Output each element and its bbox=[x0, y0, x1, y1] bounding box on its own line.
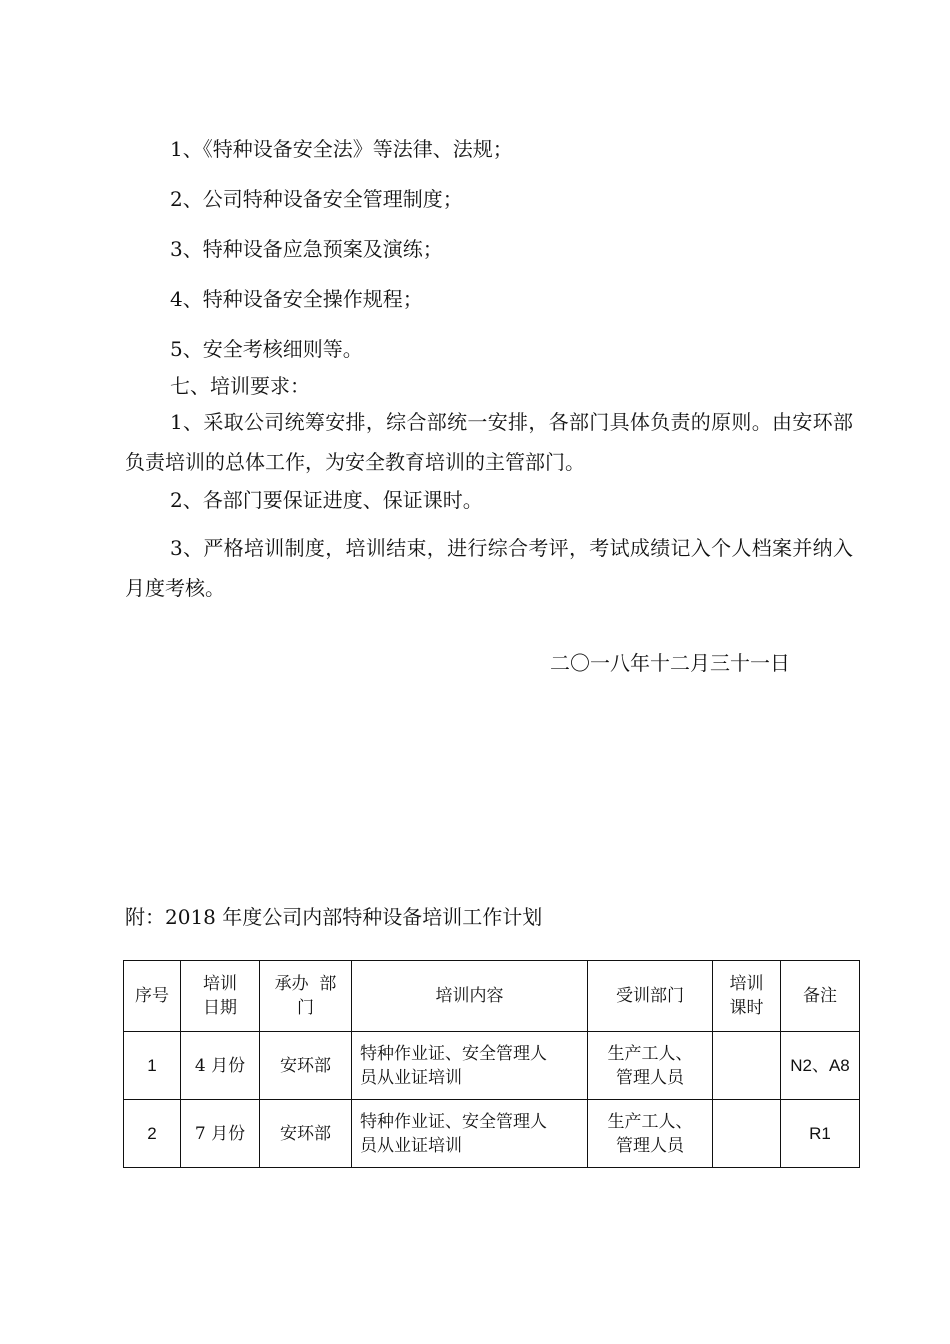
cell-date: 4 月份 bbox=[181, 1032, 260, 1100]
appendix-title: 附：2018 年度公司内部特种设备培训工作计划 bbox=[125, 905, 543, 929]
content-list-item-4: 4、特种设备安全操作规程； bbox=[170, 287, 423, 311]
header-date-line-1: 培训 bbox=[203, 974, 237, 994]
cell-hours bbox=[713, 1100, 781, 1168]
requirement-paragraph-1: 1、采取公司统筹安排，综合部统一安排，各部门具体负责的原则。由安环部负责培训的总体工作，为安全教育培训的主管部门。 bbox=[125, 410, 853, 474]
header-no bbox=[124, 961, 181, 1032]
header-trainees bbox=[588, 961, 713, 1032]
cell-trainees bbox=[588, 1100, 713, 1168]
cell-remark: R1 bbox=[781, 1100, 860, 1168]
header-dept-line-2: 门 bbox=[297, 998, 314, 1018]
header-remark-line: 备注 bbox=[803, 986, 837, 1006]
cell-no: 1 bbox=[124, 1032, 181, 1100]
header-date-line-2: 日期 bbox=[203, 998, 237, 1018]
cell-trainees-line-2: 管理人员 bbox=[616, 1067, 684, 1088]
requirement-paragraph-2: 2、各部门要保证进度、保证课时。 bbox=[170, 488, 483, 512]
header-remark bbox=[781, 961, 860, 1032]
table-header-row bbox=[124, 961, 860, 1032]
cell-trainees bbox=[588, 1032, 713, 1100]
cell-no: 2 bbox=[124, 1100, 181, 1168]
cell-remark: N2、A8 bbox=[781, 1032, 860, 1100]
training-plan-table bbox=[123, 960, 860, 1168]
table-row bbox=[124, 1032, 860, 1100]
cell-content-line-2: 员从业证培训 bbox=[360, 1067, 462, 1088]
header-dept-line-1: 承办 部 bbox=[274, 974, 337, 994]
header-trainees-line: 受训部门 bbox=[616, 986, 684, 1006]
header-hours bbox=[713, 961, 781, 1032]
cell-content bbox=[352, 1100, 588, 1168]
cell-trainees-line-1: 生产工人、 bbox=[607, 1043, 693, 1064]
header-content-line: 培训内容 bbox=[435, 986, 504, 1006]
cell-trainees-line-2: 管理人员 bbox=[616, 1135, 684, 1156]
header-hours-line-1: 培训 bbox=[729, 974, 764, 994]
requirement-paragraph-3: 3、严格培训制度，培训结束，进行综合考评，考试成绩记入个人档案并纳入月度考核。 bbox=[125, 536, 853, 600]
cell-trainees-line-1: 生产工人、 bbox=[607, 1111, 693, 1132]
document-date: 二〇一八年十二月三十一日 bbox=[550, 651, 790, 675]
header-dept bbox=[260, 961, 352, 1032]
content-list-item-2: 2、公司特种设备安全管理制度； bbox=[170, 187, 463, 211]
cell-dept: 安环部 bbox=[260, 1100, 352, 1168]
section-heading: 七、培训要求： bbox=[170, 374, 310, 398]
header-date bbox=[181, 961, 260, 1032]
cell-hours bbox=[713, 1032, 781, 1100]
header-hours-line-2: 课时 bbox=[729, 998, 764, 1018]
header-no-line: 序号 bbox=[135, 986, 169, 1006]
cell-content-line-1: 特种作业证、安全管理人 bbox=[360, 1111, 547, 1132]
cell-dept: 安环部 bbox=[260, 1032, 352, 1100]
table-row bbox=[124, 1100, 860, 1168]
cell-content-line-1: 特种作业证、安全管理人 bbox=[360, 1043, 547, 1064]
content-list-item-3: 3、特种设备应急预案及演练； bbox=[170, 237, 443, 261]
cell-content bbox=[352, 1032, 588, 1100]
cell-content-line-2: 员从业证培训 bbox=[360, 1135, 462, 1156]
content-list-item-1: 1、《特种设备安全法》等法律、法规； bbox=[170, 137, 513, 161]
cell-date: 7 月份 bbox=[181, 1100, 260, 1168]
content-list-item-5: 5、安全考核细则等。 bbox=[170, 337, 363, 361]
header-content bbox=[352, 961, 588, 1032]
